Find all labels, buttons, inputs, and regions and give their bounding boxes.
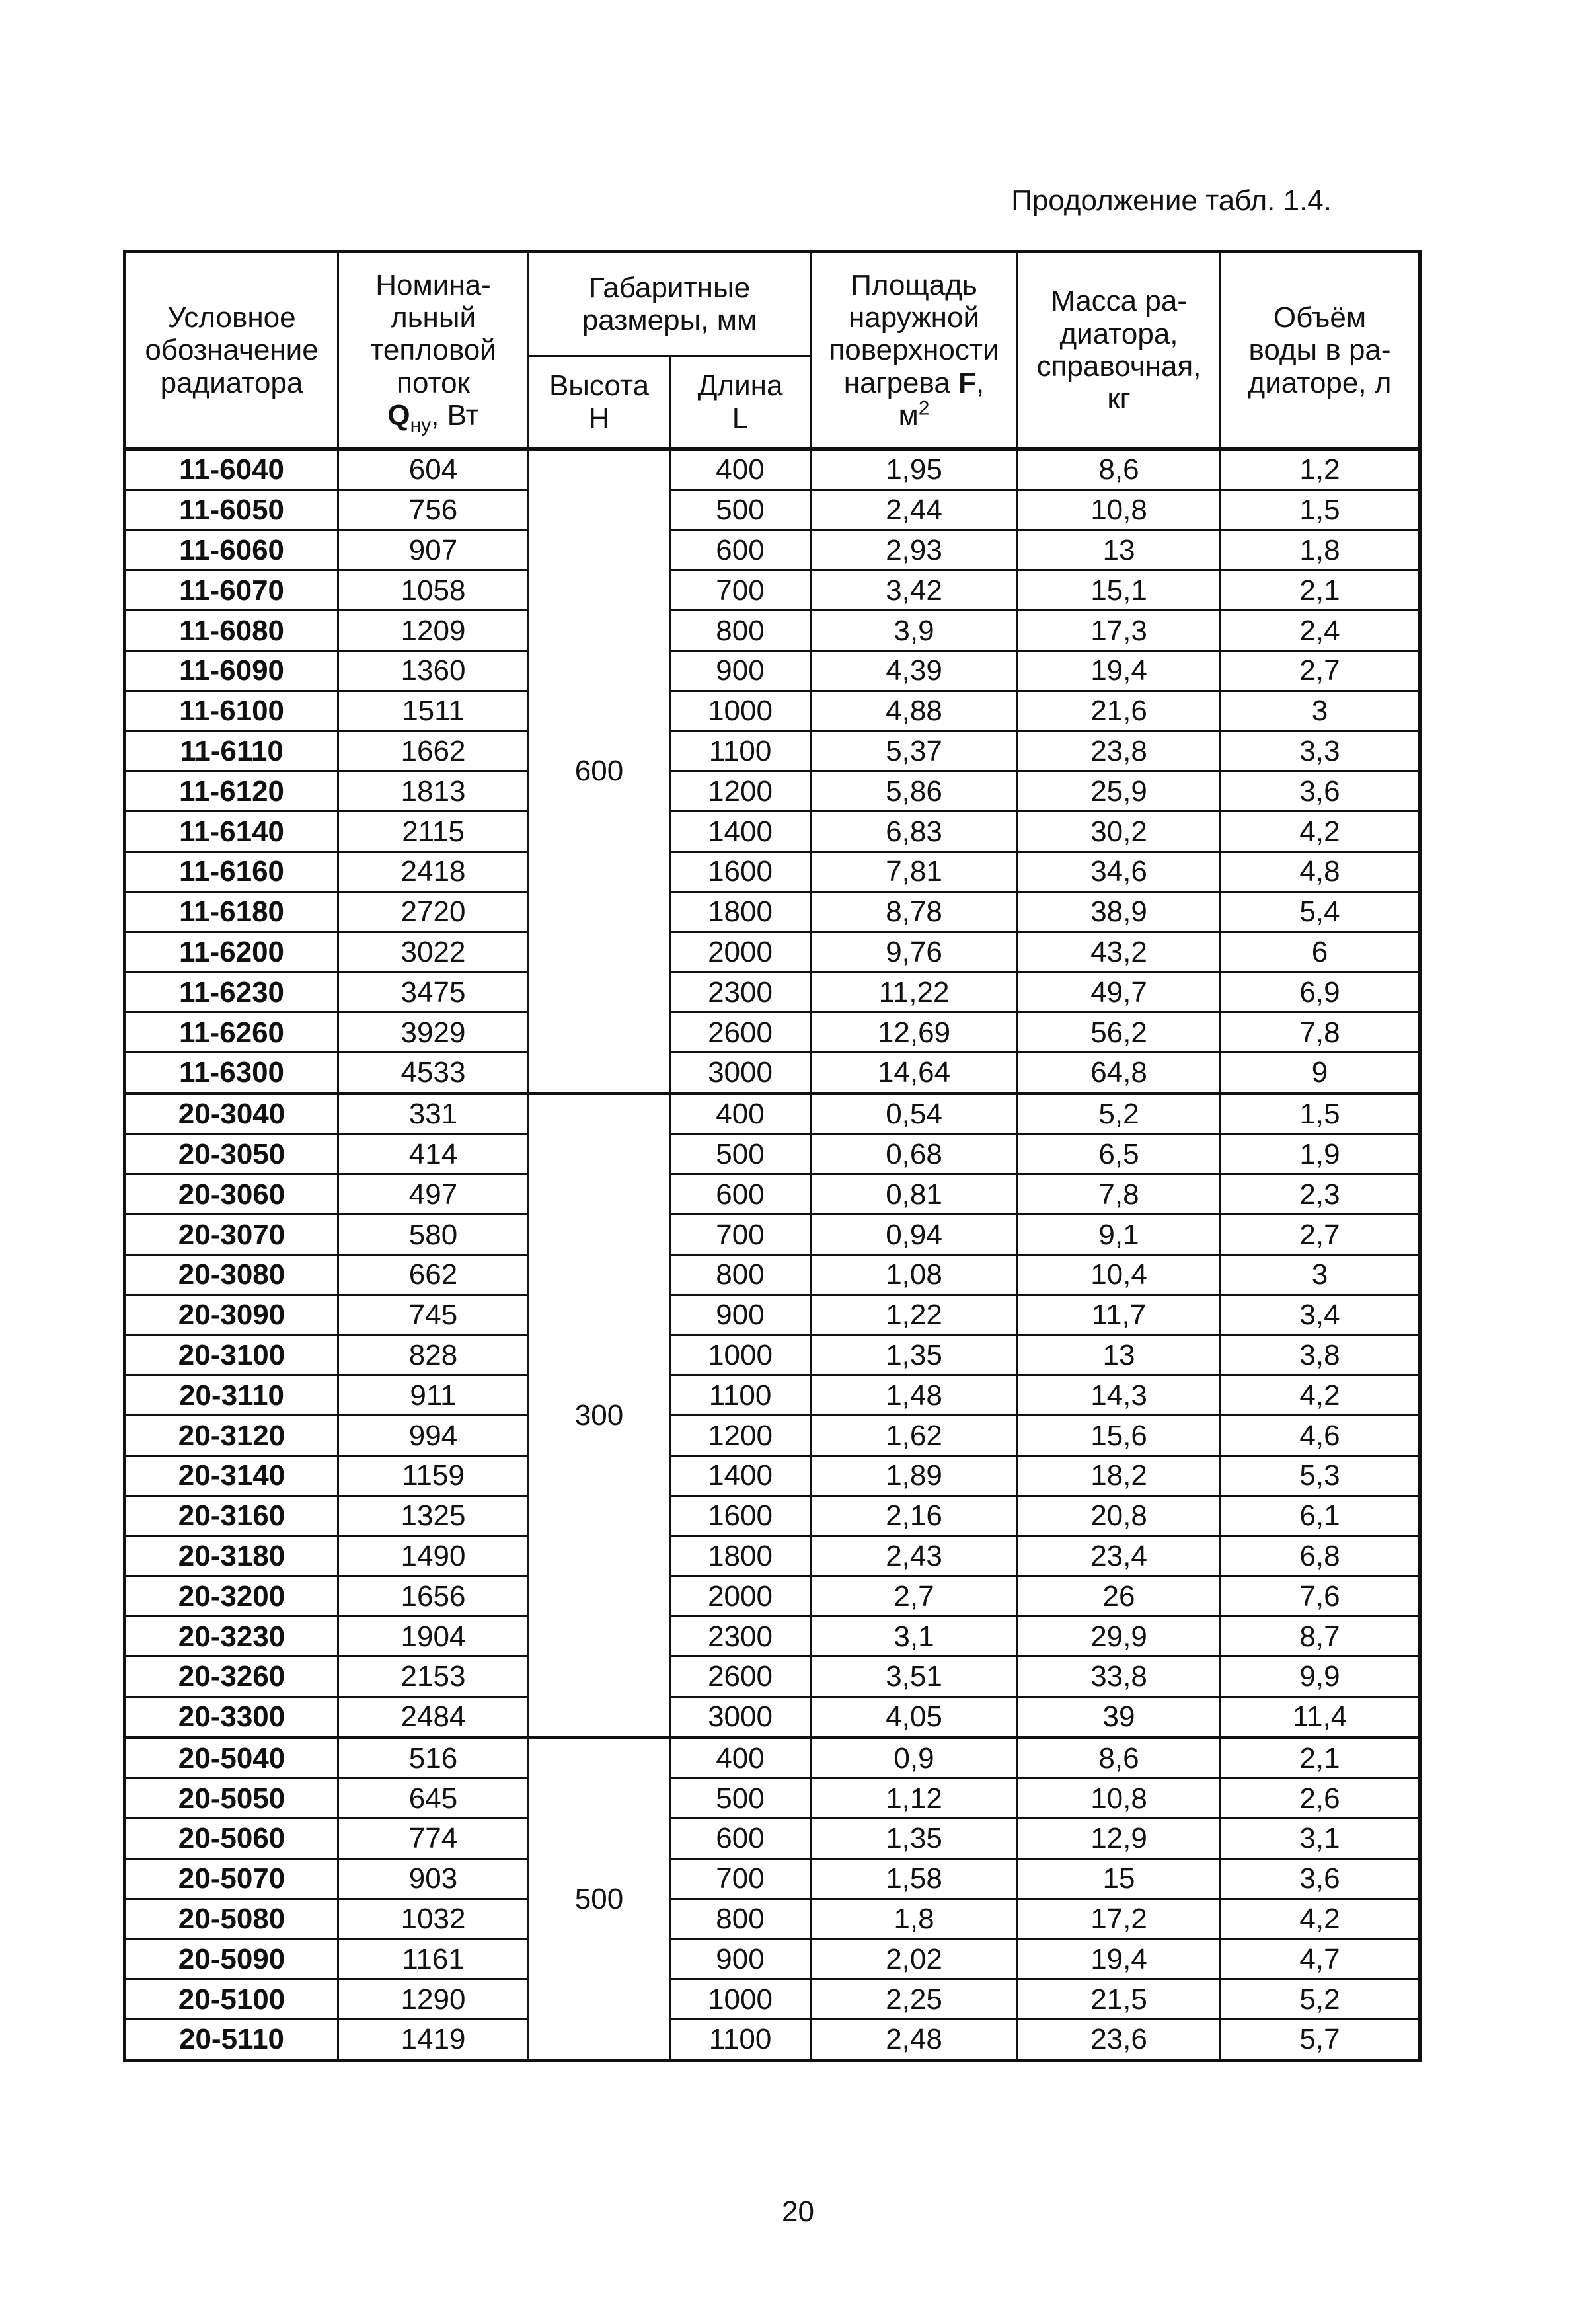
cell-designation: 11-6060 (125, 530, 338, 570)
cell-length: 2000 (670, 1576, 811, 1617)
table-row (125, 1696, 1420, 1737)
cell-heat-flow: 2418 (338, 851, 529, 892)
cell-surface-area: 11,22 (811, 972, 1018, 1012)
cell-designation: 11-6180 (125, 892, 338, 932)
cell-surface-area: 1,08 (811, 1254, 1018, 1295)
table-row (125, 1254, 1420, 1295)
cell-surface-area: 0,68 (811, 1134, 1018, 1174)
cell-mass: 26 (1018, 1576, 1221, 1617)
cell-surface-area: 3,42 (811, 570, 1018, 611)
cell-surface-area: 2,25 (811, 1979, 1018, 2020)
cell-length: 2300 (670, 1617, 811, 1657)
cell-designation: 20-3060 (125, 1174, 338, 1215)
cell-mass: 23,4 (1018, 1536, 1221, 1576)
cell-length: 1600 (670, 851, 811, 892)
cell-water-volume: 2,7 (1221, 1215, 1420, 1255)
cell-surface-area: 3,51 (811, 1656, 1018, 1696)
cell-surface-area: 7,81 (811, 851, 1018, 892)
cell-heat-flow: 2153 (338, 1656, 529, 1696)
cell-heat-flow: 2720 (338, 892, 529, 932)
cell-heat-flow: 3022 (338, 932, 529, 972)
cell-mass: 34,6 (1018, 851, 1221, 892)
cell-water-volume: 2,4 (1221, 611, 1420, 651)
cell-water-volume: 6,9 (1221, 972, 1420, 1012)
cell-designation: 20-3040 (125, 1093, 338, 1134)
cell-mass: 49,7 (1018, 972, 1221, 1012)
cell-water-volume: 1,2 (1221, 449, 1420, 490)
cell-surface-area: 5,86 (811, 771, 1018, 812)
cell-mass: 25,9 (1018, 771, 1221, 812)
header-heat-flow: Номина- льный тепловой поток $Q_{ну}$, Вт (338, 252, 529, 449)
cell-designation: 11-6160 (125, 851, 338, 892)
cell-surface-area: 2,44 (811, 490, 1018, 530)
cell-water-volume: 5,4 (1221, 892, 1420, 932)
cell-surface-area: 1,12 (811, 1778, 1018, 1819)
cell-heat-flow: 1656 (338, 1576, 529, 1617)
row-group (125, 1737, 1420, 2060)
cell-designation: 11-6300 (125, 1052, 338, 1093)
cell-surface-area: 2,48 (811, 2020, 1018, 2061)
cell-water-volume: 4,2 (1221, 1375, 1420, 1416)
cell-mass: 18,2 (1018, 1455, 1221, 1496)
cell-surface-area: 12,69 (811, 1012, 1018, 1053)
cell-heat-flow: 1209 (338, 611, 529, 651)
table-row (125, 490, 1420, 530)
cell-heat-flow: 774 (338, 1819, 529, 1859)
cell-mass: 23,6 (1018, 2020, 1221, 2061)
cell-surface-area: 1,89 (811, 1455, 1018, 1496)
cell-designation: 11-6050 (125, 490, 338, 530)
cell-designation: 20-3140 (125, 1455, 338, 1496)
radiator-table (123, 250, 1422, 2062)
cell-water-volume: 1,5 (1221, 490, 1420, 530)
cell-mass: 15,6 (1018, 1416, 1221, 1456)
cell-mass: 23,8 (1018, 731, 1221, 771)
cell-length: 500 (670, 1134, 811, 1174)
table-row (125, 972, 1420, 1012)
table-row (125, 1819, 1420, 1859)
cell-length: 1600 (670, 1496, 811, 1536)
cell-heat-flow: 662 (338, 1254, 529, 1295)
cell-heat-flow: 1058 (338, 570, 529, 611)
cell-surface-area: 1,58 (811, 1858, 1018, 1899)
cell-heat-flow: 2484 (338, 1696, 529, 1737)
cell-water-volume: 3,1 (1221, 1819, 1420, 1859)
cell-surface-area: 1,22 (811, 1295, 1018, 1335)
table-row (125, 1939, 1420, 1979)
cell-mass: 20,8 (1018, 1496, 1221, 1536)
table-caption: Продолжение табл. 1.4. (1011, 184, 1332, 217)
table-row (125, 1979, 1420, 2020)
cell-heat-flow: 4533 (338, 1052, 529, 1093)
cell-length: 1400 (670, 812, 811, 852)
cell-water-volume: 6,8 (1221, 1536, 1420, 1576)
cell-water-volume: 5,3 (1221, 1455, 1420, 1496)
table-row (125, 1576, 1420, 1617)
cell-surface-area: 0,94 (811, 1215, 1018, 1255)
table-row (125, 892, 1420, 932)
cell-water-volume: 4,2 (1221, 1899, 1420, 1939)
table-row (125, 1375, 1420, 1416)
cell-water-volume: 5,2 (1221, 1979, 1420, 2020)
cell-water-volume: 8,7 (1221, 1617, 1420, 1657)
cell-length: 1000 (670, 1335, 811, 1375)
cell-designation: 20-5100 (125, 1979, 338, 2020)
cell-heat-flow: 331 (338, 1093, 529, 1134)
table-row (125, 812, 1420, 852)
cell-height: 600 (529, 449, 670, 1094)
cell-designation: 11-6230 (125, 972, 338, 1012)
cell-mass: 9,1 (1018, 1215, 1221, 1255)
cell-water-volume: 3 (1221, 1254, 1420, 1295)
cell-length: 400 (670, 449, 811, 490)
table-row (125, 1093, 1420, 1134)
cell-surface-area: 2,7 (811, 1576, 1018, 1617)
cell-heat-flow: 1161 (338, 1939, 529, 1979)
cell-mass: 14,3 (1018, 1375, 1221, 1416)
cell-length: 2600 (670, 1012, 811, 1053)
table-row (125, 1617, 1420, 1657)
cell-mass: 33,8 (1018, 1656, 1221, 1696)
cell-designation: 20-5040 (125, 1737, 338, 1778)
cell-mass: 5,2 (1018, 1093, 1221, 1134)
cell-designation: 20-3070 (125, 1215, 338, 1255)
cell-surface-area: 4,05 (811, 1696, 1018, 1737)
table-row (125, 2020, 1420, 2061)
cell-designation: 11-6140 (125, 812, 338, 852)
table-row (125, 1536, 1420, 1576)
table-row (125, 449, 1420, 490)
cell-designation: 20-3260 (125, 1656, 338, 1696)
cell-surface-area: 0,9 (811, 1737, 1018, 1778)
cell-designation: 20-3080 (125, 1254, 338, 1295)
cell-heat-flow: 756 (338, 490, 529, 530)
table-row (125, 1656, 1420, 1696)
table-row (125, 1737, 1420, 1778)
cell-length: 600 (670, 530, 811, 570)
cell-length: 2000 (670, 932, 811, 972)
cell-surface-area: 3,9 (811, 611, 1018, 651)
cell-mass: 39 (1018, 1696, 1221, 1737)
cell-designation: 20-5090 (125, 1939, 338, 1979)
cell-length: 2300 (670, 972, 811, 1012)
cell-designation: 11-6110 (125, 731, 338, 771)
cell-designation: 20-3120 (125, 1416, 338, 1456)
cell-water-volume: 11,4 (1221, 1696, 1420, 1737)
cell-designation: 20-3180 (125, 1536, 338, 1576)
cell-heat-flow: 1032 (338, 1899, 529, 1939)
cell-mass: 19,4 (1018, 650, 1221, 691)
cell-mass: 17,3 (1018, 611, 1221, 651)
header-length: Длина L (670, 356, 811, 449)
cell-mass: 15 (1018, 1858, 1221, 1899)
cell-heat-flow: 911 (338, 1375, 529, 1416)
cell-heat-flow: 994 (338, 1416, 529, 1456)
table-row (125, 691, 1420, 731)
cell-mass: 6,5 (1018, 1134, 1221, 1174)
cell-heat-flow: 1419 (338, 2020, 529, 2061)
cell-designation: 20-3200 (125, 1576, 338, 1617)
cell-designation: 20-3230 (125, 1617, 338, 1657)
cell-surface-area: 0,81 (811, 1174, 1018, 1215)
cell-surface-area: 2,93 (811, 530, 1018, 570)
cell-length: 800 (670, 1899, 811, 1939)
table-row (125, 611, 1420, 651)
cell-heat-flow: 1511 (338, 691, 529, 731)
cell-designation: 11-6200 (125, 932, 338, 972)
table-row (125, 1858, 1420, 1899)
cell-surface-area: 1,35 (811, 1819, 1018, 1859)
header-mass: Масса ра- диатора, справочная, кг (1018, 252, 1221, 449)
page-number: 20 (782, 2195, 814, 2228)
row-group (125, 449, 1420, 1094)
cell-surface-area: 5,37 (811, 731, 1018, 771)
cell-surface-area: 1,35 (811, 1335, 1018, 1375)
cell-surface-area: 2,16 (811, 1496, 1018, 1536)
cell-mass: 38,9 (1018, 892, 1221, 932)
cell-designation: 20-3100 (125, 1335, 338, 1375)
cell-designation: 20-3160 (125, 1496, 338, 1536)
cell-designation: 11-6120 (125, 771, 338, 812)
cell-surface-area: 6,83 (811, 812, 1018, 852)
table-row (125, 1215, 1420, 1255)
cell-length: 900 (670, 1939, 811, 1979)
cell-length: 600 (670, 1174, 811, 1215)
cell-heat-flow: 3475 (338, 972, 529, 1012)
cell-water-volume: 3,3 (1221, 731, 1420, 771)
cell-surface-area: 0,54 (811, 1093, 1018, 1134)
cell-length: 500 (670, 490, 811, 530)
cell-length: 700 (670, 570, 811, 611)
table-row (125, 1052, 1420, 1093)
cell-surface-area: 2,02 (811, 1939, 1018, 1979)
cell-surface-area: 1,48 (811, 1375, 1018, 1416)
cell-length: 1100 (670, 731, 811, 771)
cell-height: 500 (529, 1737, 670, 2060)
cell-mass: 8,6 (1018, 1737, 1221, 1778)
cell-water-volume: 2,6 (1221, 1778, 1420, 1819)
cell-water-volume: 6 (1221, 932, 1420, 972)
cell-surface-area: 1,62 (811, 1416, 1018, 1456)
cell-heat-flow: 1159 (338, 1455, 529, 1496)
cell-mass: 13 (1018, 530, 1221, 570)
cell-mass: 10,8 (1018, 1778, 1221, 1819)
row-group (125, 1093, 1420, 1737)
cell-heat-flow: 1662 (338, 731, 529, 771)
cell-water-volume: 4,8 (1221, 851, 1420, 892)
cell-designation: 20-3300 (125, 1696, 338, 1737)
cell-mass: 43,2 (1018, 932, 1221, 972)
table-row (125, 731, 1420, 771)
cell-mass: 64,8 (1018, 1052, 1221, 1093)
cell-length: 600 (670, 1819, 811, 1859)
cell-mass: 17,2 (1018, 1899, 1221, 1939)
cell-length: 2600 (670, 1656, 811, 1696)
cell-length: 400 (670, 1093, 811, 1134)
cell-water-volume: 3,8 (1221, 1335, 1420, 1375)
table-row (125, 1174, 1420, 1215)
cell-designation: 20-5070 (125, 1858, 338, 1899)
cell-designation: 11-6100 (125, 691, 338, 731)
table-row (125, 1496, 1420, 1536)
cell-heat-flow: 3929 (338, 1012, 529, 1053)
cell-heat-flow: 828 (338, 1335, 529, 1375)
cell-length: 900 (670, 650, 811, 691)
cell-mass: 21,6 (1018, 691, 1221, 731)
cell-designation: 11-6080 (125, 611, 338, 651)
cell-mass: 7,8 (1018, 1174, 1221, 1215)
table-header (125, 252, 1420, 449)
cell-surface-area: 1,95 (811, 449, 1018, 490)
cell-water-volume: 1,5 (1221, 1093, 1420, 1134)
cell-length: 500 (670, 1778, 811, 1819)
cell-heat-flow: 516 (338, 1737, 529, 1778)
cell-mass: 29,9 (1018, 1617, 1221, 1657)
cell-surface-area: 4,39 (811, 650, 1018, 691)
cell-designation: 11-6070 (125, 570, 338, 611)
cell-water-volume: 7,8 (1221, 1012, 1420, 1053)
cell-length: 800 (670, 1254, 811, 1295)
cell-designation: 20-3050 (125, 1134, 338, 1174)
cell-designation: 20-5060 (125, 1819, 338, 1859)
cell-surface-area: 4,88 (811, 691, 1018, 731)
table-row (125, 570, 1420, 611)
cell-heat-flow: 907 (338, 530, 529, 570)
table-row (125, 1012, 1420, 1053)
cell-designation: 20-3110 (125, 1375, 338, 1416)
cell-designation: 20-5080 (125, 1899, 338, 1939)
cell-designation: 11-6260 (125, 1012, 338, 1053)
table-row (125, 932, 1420, 972)
cell-mass: 11,7 (1018, 1295, 1221, 1335)
cell-length: 700 (670, 1215, 811, 1255)
cell-mass: 10,8 (1018, 490, 1221, 530)
cell-length: 1000 (670, 1979, 811, 2020)
cell-length: 900 (670, 1295, 811, 1335)
cell-water-volume: 9 (1221, 1052, 1420, 1093)
cell-heat-flow: 1490 (338, 1536, 529, 1576)
header-height: Высота H (529, 356, 670, 449)
cell-designation: 11-6040 (125, 449, 338, 490)
cell-water-volume: 1,8 (1221, 530, 1420, 570)
cell-surface-area: 14,64 (811, 1052, 1018, 1093)
cell-length: 400 (670, 1737, 811, 1778)
cell-length: 1400 (670, 1455, 811, 1496)
cell-water-volume: 7,6 (1221, 1576, 1420, 1617)
cell-heat-flow: 604 (338, 449, 529, 490)
cell-mass: 30,2 (1018, 812, 1221, 852)
header-surface-area: Площадь наружной поверхности нагрева F, $м^2$ (811, 252, 1018, 449)
cell-designation: 20-3090 (125, 1295, 338, 1335)
cell-length: 1200 (670, 1416, 811, 1456)
cell-surface-area: 3,1 (811, 1617, 1018, 1657)
cell-designation: 20-5050 (125, 1778, 338, 1819)
table-row (125, 1455, 1420, 1496)
table-row (125, 1899, 1420, 1939)
cell-mass: 15,1 (1018, 570, 1221, 611)
cell-heat-flow: 2115 (338, 812, 529, 852)
cell-mass: 56,2 (1018, 1012, 1221, 1053)
table-row (125, 1335, 1420, 1375)
cell-water-volume: 3,6 (1221, 1858, 1420, 1899)
cell-heat-flow: 1325 (338, 1496, 529, 1536)
cell-height: 300 (529, 1093, 670, 1737)
cell-heat-flow: 1290 (338, 1979, 529, 2020)
cell-heat-flow: 497 (338, 1174, 529, 1215)
cell-length: 1200 (670, 771, 811, 812)
cell-water-volume: 4,2 (1221, 812, 1420, 852)
cell-heat-flow: 1813 (338, 771, 529, 812)
table-row (125, 1295, 1420, 1335)
cell-water-volume: 3 (1221, 691, 1420, 731)
header-dimensions: Габаритные размеры, мм (529, 252, 811, 356)
cell-length: 1800 (670, 892, 811, 932)
cell-water-volume: 2,3 (1221, 1174, 1420, 1215)
cell-water-volume: 4,7 (1221, 1939, 1420, 1979)
cell-surface-area: 1,8 (811, 1899, 1018, 1939)
cell-length: 1100 (670, 2020, 811, 2061)
table-row (125, 771, 1420, 812)
table-row (125, 650, 1420, 691)
table-row (125, 1134, 1420, 1174)
cell-water-volume: 2,1 (1221, 1737, 1420, 1778)
table-row (125, 530, 1420, 570)
cell-heat-flow: 645 (338, 1778, 529, 1819)
cell-mass: 13 (1018, 1335, 1221, 1375)
cell-water-volume: 6,1 (1221, 1496, 1420, 1536)
cell-surface-area: 2,43 (811, 1536, 1018, 1576)
cell-heat-flow: 745 (338, 1295, 529, 1335)
cell-mass: 10,4 (1018, 1254, 1221, 1295)
cell-heat-flow: 1904 (338, 1617, 529, 1657)
cell-water-volume: 2,7 (1221, 650, 1420, 691)
cell-mass: 12,9 (1018, 1819, 1221, 1859)
cell-mass: 21,5 (1018, 1979, 1221, 2020)
cell-heat-flow: 580 (338, 1215, 529, 1255)
cell-length: 1800 (670, 1536, 811, 1576)
cell-length: 700 (670, 1858, 811, 1899)
cell-heat-flow: 414 (338, 1134, 529, 1174)
cell-water-volume: 3,6 (1221, 771, 1420, 812)
header-designation: Условное обозначение радиатора (125, 252, 338, 449)
cell-water-volume: 5,7 (1221, 2020, 1420, 2061)
cell-water-volume: 9,9 (1221, 1656, 1420, 1696)
cell-water-volume: 1,9 (1221, 1134, 1420, 1174)
cell-length: 1000 (670, 691, 811, 731)
cell-designation: 11-6090 (125, 650, 338, 691)
cell-heat-flow: 1360 (338, 650, 529, 691)
cell-length: 1100 (670, 1375, 811, 1416)
cell-length: 800 (670, 611, 811, 651)
table-row (125, 1416, 1420, 1456)
cell-length: 3000 (670, 1052, 811, 1093)
cell-length: 3000 (670, 1696, 811, 1737)
cell-water-volume: 4,6 (1221, 1416, 1420, 1456)
cell-surface-area: 9,76 (811, 932, 1018, 972)
cell-water-volume: 3,4 (1221, 1295, 1420, 1335)
cell-water-volume: 2,1 (1221, 570, 1420, 611)
cell-designation: 20-5110 (125, 2020, 338, 2061)
header-water-volume: Объём воды в ра- диаторе, л (1221, 252, 1420, 449)
cell-mass: 19,4 (1018, 1939, 1221, 1979)
cell-mass: 8,6 (1018, 449, 1221, 490)
table-row (125, 851, 1420, 892)
cell-heat-flow: 903 (338, 1858, 529, 1899)
table-row (125, 1778, 1420, 1819)
cell-surface-area: 8,78 (811, 892, 1018, 932)
